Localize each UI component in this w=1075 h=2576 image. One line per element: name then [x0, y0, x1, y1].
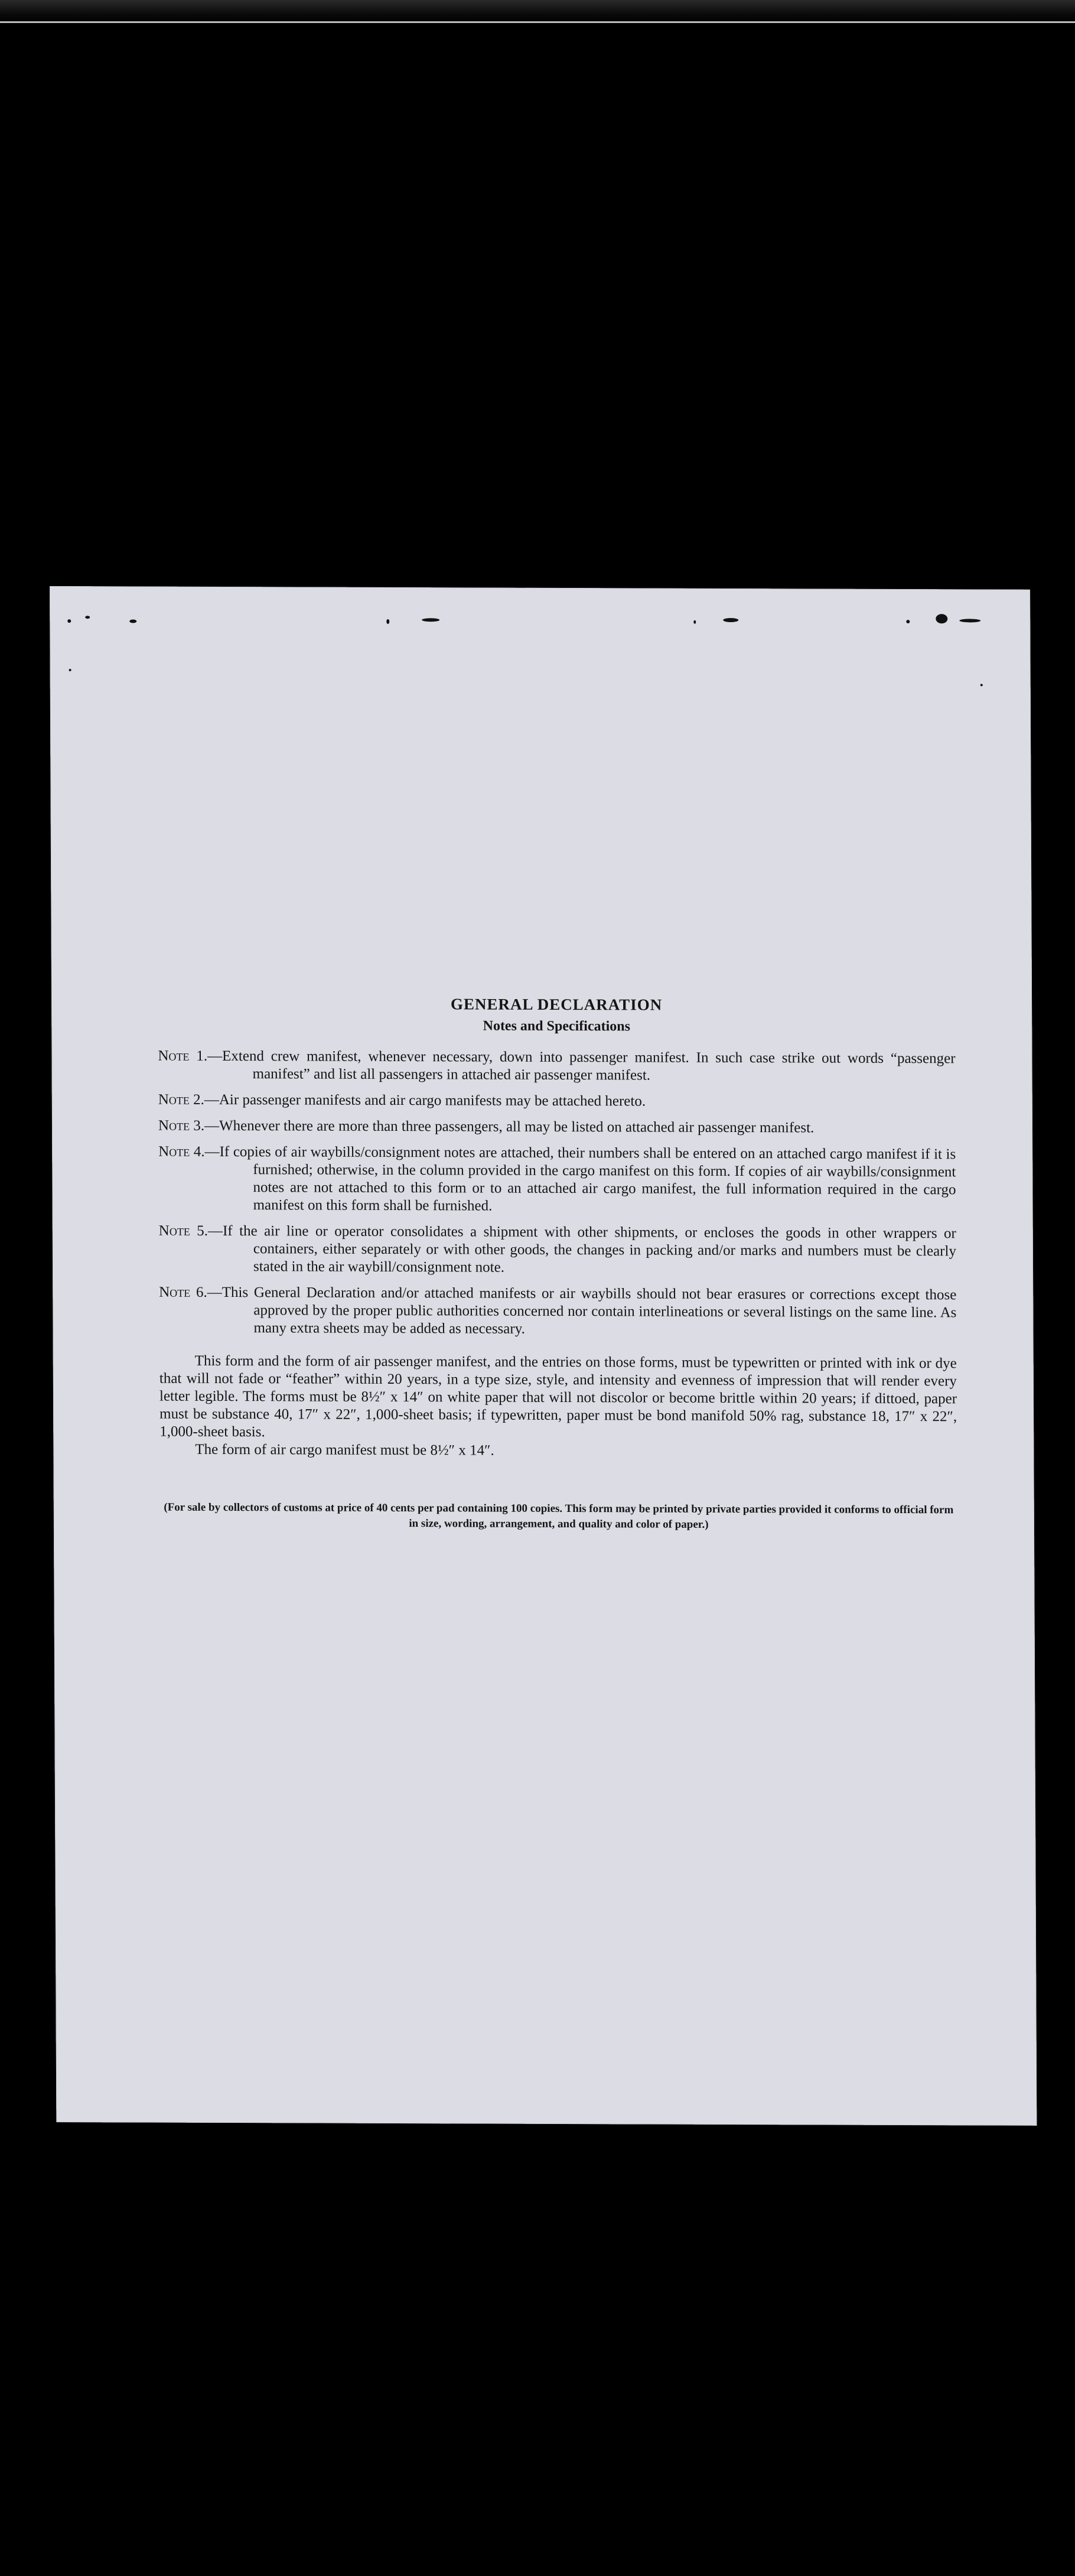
note-text: If the air line or operator consolidates a shipment with other shipments, or encloses the goods in other wrappers or containers, either separately or with other goods, the changes in packing and/or marks and numbers must be clearly stated in the air waybill/consignment note. [222, 1222, 956, 1276]
speck-mark [69, 669, 71, 671]
note-6: Note 6.—This General Declaration and/or attached manifests or air waybills should not bear erasures or corrections except those approved by the proper public authorities concerned nor contain interlineations or several listings on the same line. As many extra sheets may be added as necessary. [159, 1284, 957, 1337]
speck-mark [422, 618, 439, 622]
document-subtitle: Notes and Specifications [483, 1018, 630, 1035]
note-label: Note 1. [158, 1048, 208, 1064]
note-text: This General Declaration and/or attached manifests or air waybills should not bear erasures or corrections except those approved by the proper public authorities concerned nor contain interlineations or several listings on the same line. As many extra sheets may be added as necessary. [221, 1284, 957, 1337]
speck-mark [723, 618, 738, 622]
document-page [50, 586, 1037, 2126]
speck-mark [906, 620, 910, 623]
form-requirements-paragraph: This form and the form of air passenger manifest, and the entries on those forms, must be typewritten or printed with ink or dye that will not fade or “feather” within 20 years, in a type size, style, and intensity and evenness of impression that will render every letter legible. The forms must be 8½″ x 14″ on white paper that will not discolor or become brittle within 20 years; if dittoed, paper must be substance 40, 17″ x 22″, 1,000-sheet basis; if typewritten, paper must be bond manifold 50% rag, substance 18, 17″ x 22″, 1,000-sheet basis. [159, 1352, 957, 1440]
cargo-manifest-size-line: The form of air cargo manifest must be 8½″ x 14″. [195, 1441, 494, 1459]
note-label: Note 5. [158, 1222, 209, 1239]
note-text: Air passenger manifests and air cargo manifests may be attached hereto. [219, 1091, 646, 1110]
note-3: Note 3.—Whenever there are more than three passengers, all may be listed on attached air passenger manifest. [158, 1117, 815, 1136]
speck-mark [980, 684, 983, 686]
note-label: Note 3. [158, 1117, 205, 1134]
note-text: If copies of air waybills/consignment notes are attached, their numbers shall be entered on an attached cargo manifest if it is furnished; otherwise, in the column provided in the cargo manifest on this form. If copies of air waybills/consignment notes are not attached to this form or to an attached air cargo manifest, the full information required in the cargo manifest on this form shall be furnished. [219, 1143, 956, 1214]
speck-mark [959, 619, 980, 622]
note-label: Note 6. [159, 1284, 207, 1300]
speck-mark [386, 619, 389, 624]
note-label: Note 2. [158, 1091, 204, 1108]
note-text: Extend crew manifest, whenever necessary, down into passenger manifest. In such case strike out words “passenger manifest” and list all passengers in attached air passenger manifest. [222, 1048, 956, 1084]
speck-mark [67, 619, 71, 623]
note-4: Note 4.—If copies of air waybills/consignment notes are attached, their numbers shall be entered on an attached cargo manifest if it is furnished; otherwise, in the column provided in the cargo manifest on this form. If copies of air waybills/consignment notes are not attached to this form or to an attached air cargo manifest, the full information required in the cargo manifest on this form shall be furnished. [158, 1143, 956, 1214]
note-5: Note 5.—If the air line or operator consolidates a shipment with other shipments, or encloses the goods in other wrappers or containers, either separately or with other goods, the changes in packing and/or marks and numbers must be clearly stated in the air waybill/consignment note. [158, 1222, 956, 1276]
scan-top-edge [0, 0, 1075, 24]
note-label: Note 4. [158, 1143, 205, 1160]
note-2: Note 2.—Air passenger manifests and air cargo manifests may be attached hereto. [158, 1091, 646, 1110]
note-text: Whenever there are more than three passengers, all may be listed on attached air passenger manifest. [219, 1117, 815, 1136]
sale-notice: (For sale by collectors of customs at price of 40 cents per pad containing 100 copies. This form may be printed by private parties provided it conforms to official form in size, wording, arrangement, and quality and color of paper.) [164, 1501, 954, 1531]
document-body [158, 994, 957, 1534]
speck-mark [936, 614, 947, 623]
note-1: Note 1.—Extend crew manifest, whenever necessary, down into passenger manifest. In such case strike out words “passenger manifest” and list all passengers in attached air passenger manifest. [158, 1048, 956, 1084]
speck-mark [693, 620, 696, 624]
speck-mark [129, 619, 136, 623]
document-title: GENERAL DECLARATION [450, 995, 663, 1014]
speck-mark [85, 616, 90, 619]
